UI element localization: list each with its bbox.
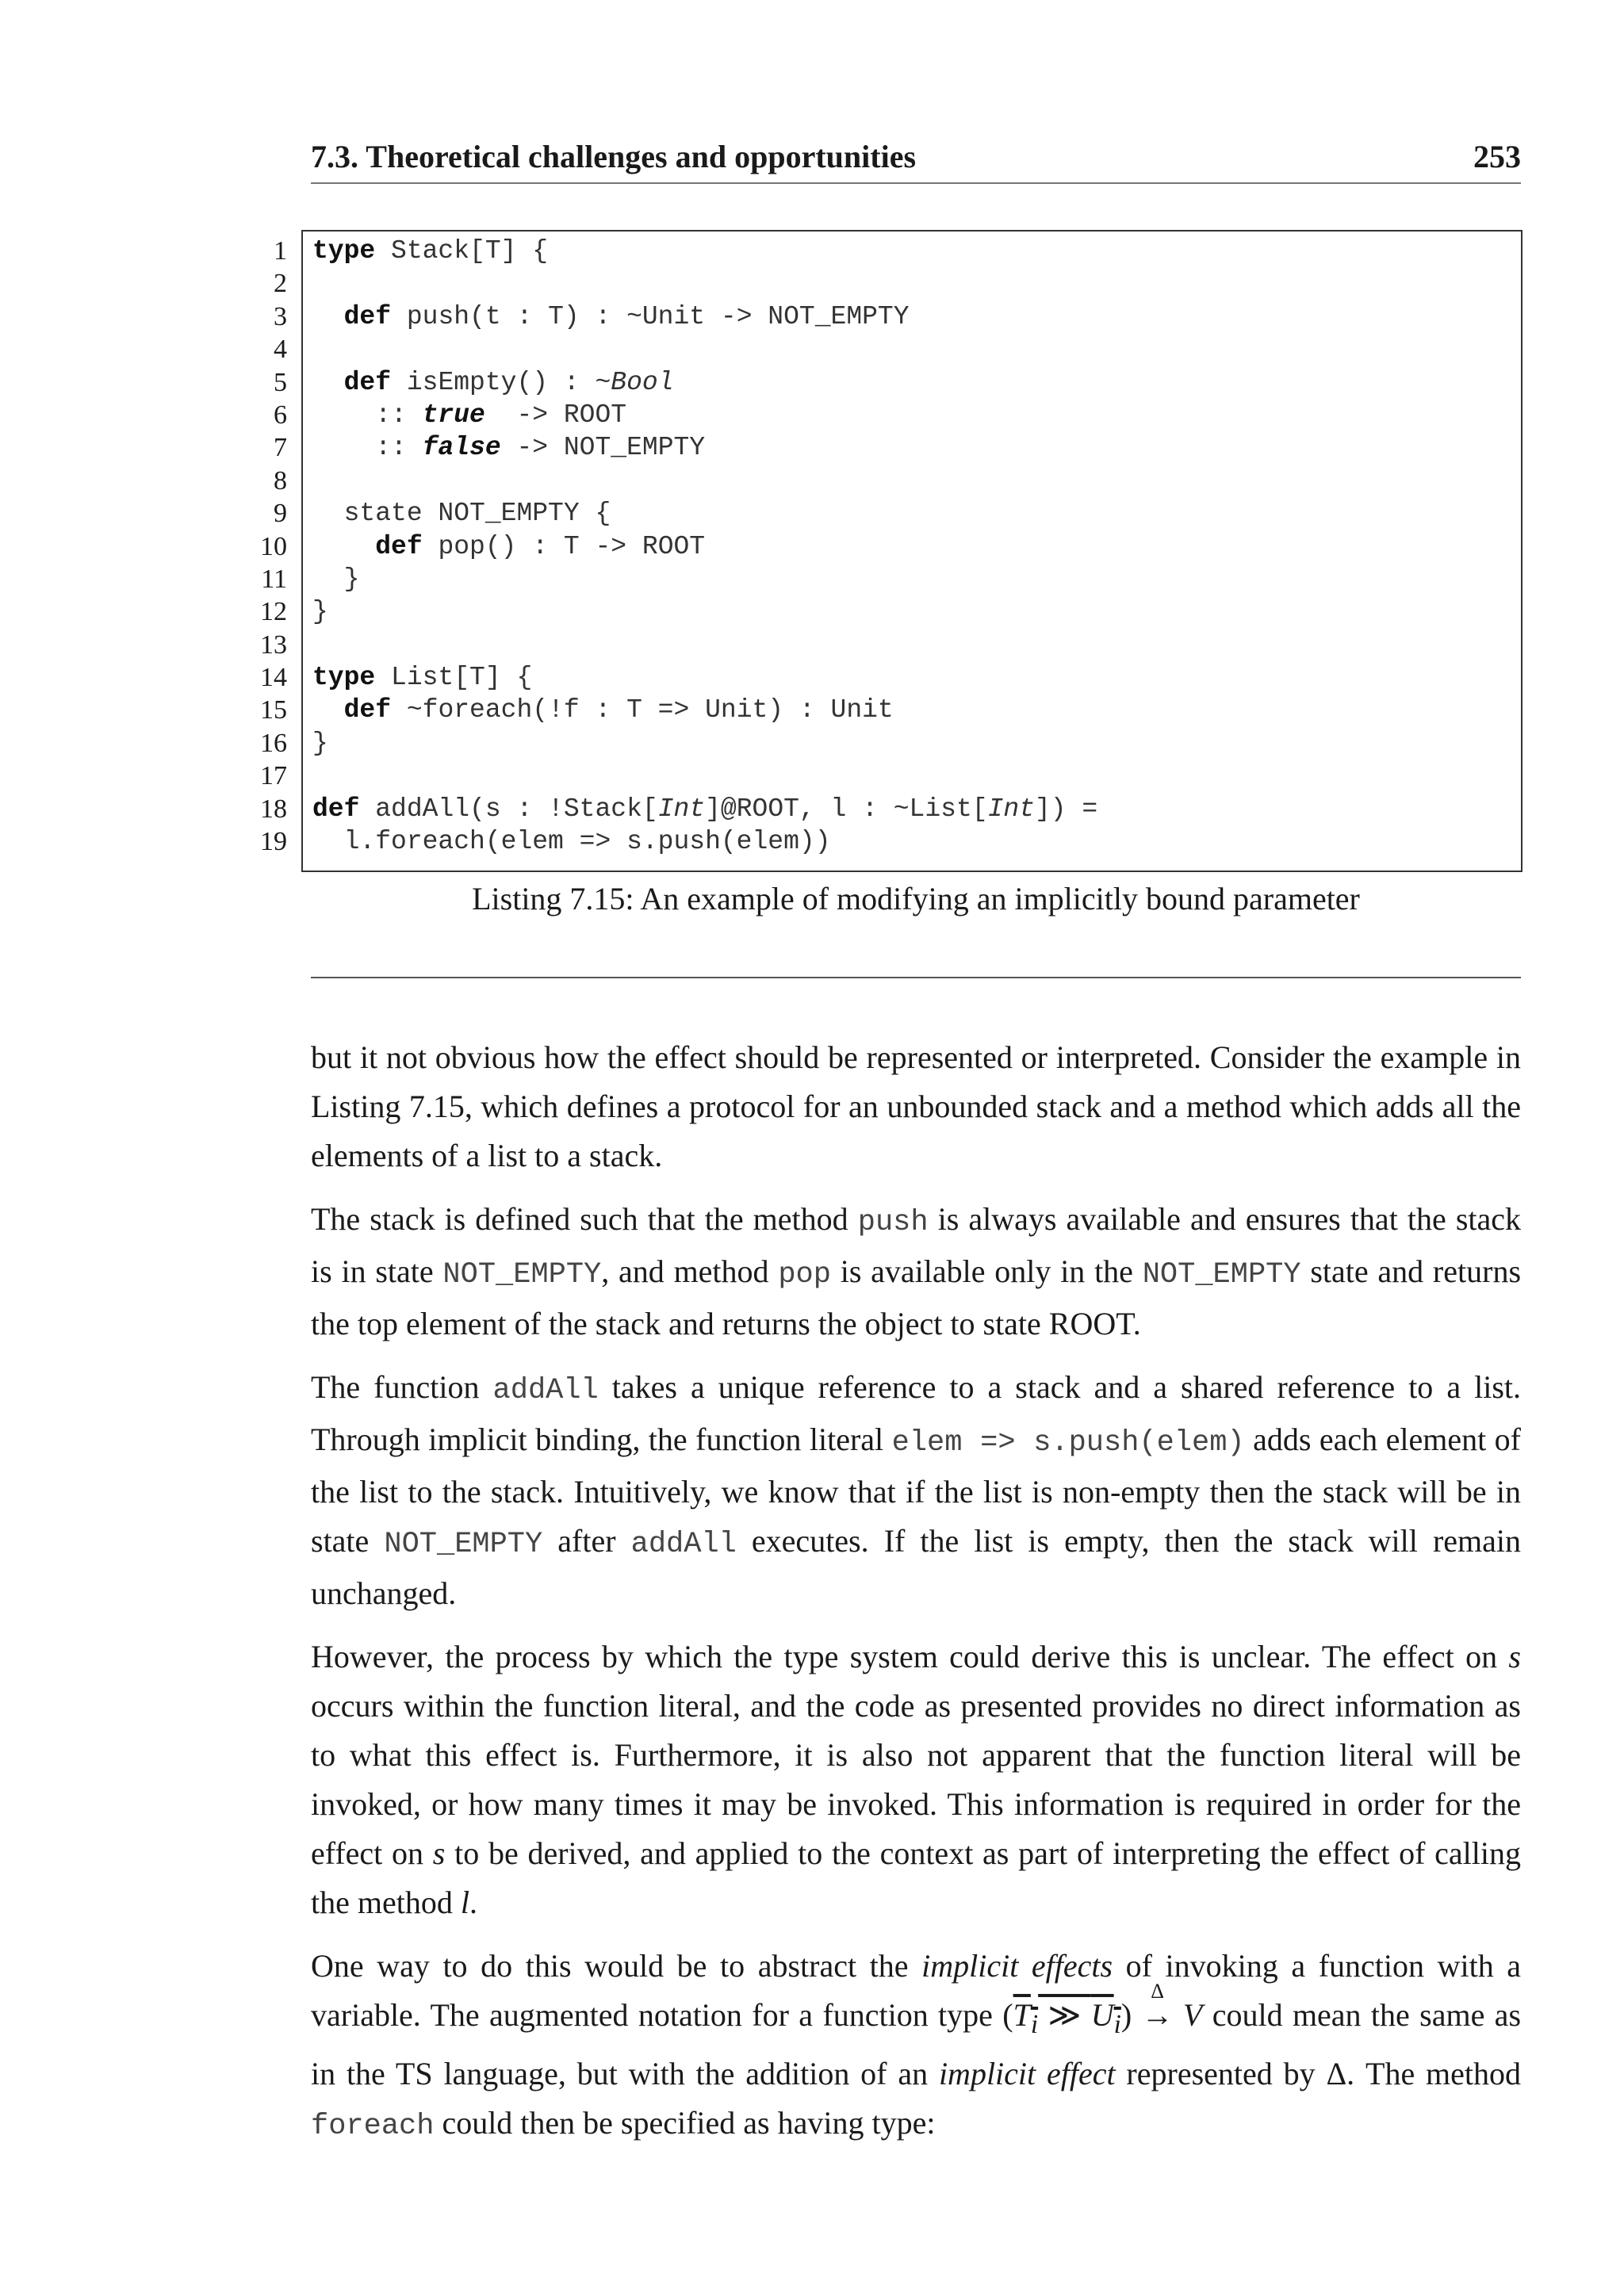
math-function-type bbox=[1002, 1980, 1203, 2039]
keyword: type bbox=[312, 236, 376, 266]
code-text: } bbox=[312, 564, 360, 594]
text: adds each element of the list to the stack. Intuitively, we know that if the list is non-empty then the stack will be in state bbox=[311, 1422, 1521, 1559]
math-subscript: i bbox=[1030, 2010, 1039, 2039]
code-text: state NOT_EMPTY { bbox=[312, 499, 611, 529]
body-text bbox=[311, 1033, 1521, 2165]
type-name: Int bbox=[657, 794, 706, 824]
keyword: type bbox=[312, 663, 376, 693]
text: could then be specified as having type: bbox=[434, 2105, 936, 2141]
math-overline bbox=[1013, 1997, 1121, 2039]
line-number: 9 bbox=[274, 499, 287, 529]
code-foreach: foreach bbox=[311, 2110, 435, 2143]
code-line-8 bbox=[312, 465, 1097, 497]
math-delta: Δ bbox=[1326, 2056, 1347, 2091]
math-var: l bbox=[460, 1885, 469, 1920]
text: One way to do this would be to abstract the bbox=[311, 1948, 922, 1984]
code-line-13 bbox=[312, 629, 1097, 661]
line-number: 13 bbox=[260, 629, 287, 660]
text: occurs within the function literal, and the code as presented provides no direct information as to what this effect is. Furthermore, it is also not apparent that the function literal will be invoked, or how many times it may be invoked. This information is required in order for the effect on bbox=[311, 1688, 1521, 1871]
literal: true bbox=[422, 400, 485, 430]
code-text: ]@ROOT, l : ~List[ bbox=[705, 794, 988, 824]
code-line-4 bbox=[312, 333, 1097, 365]
code-text: addAll(s : !Stack[ bbox=[359, 794, 658, 824]
line-number: 3 bbox=[274, 301, 287, 331]
code-line-10 bbox=[312, 530, 1097, 563]
code-line-16 bbox=[312, 727, 1097, 760]
code-line-14 bbox=[312, 661, 1097, 694]
text: after bbox=[542, 1523, 631, 1559]
code-line-15 bbox=[312, 694, 1097, 726]
code-addall: addAll bbox=[630, 1528, 737, 1561]
math-op: ≫ bbox=[1038, 1997, 1091, 2033]
text: takes a unique reference to a stack and a shared reference to a list. Through implicit binding, the function literal bbox=[311, 1369, 1521, 1457]
line-number: 4 bbox=[274, 335, 287, 365]
line-number: 15 bbox=[260, 695, 287, 725]
keyword: def bbox=[343, 695, 392, 725]
emphasis: implicit effect bbox=[938, 2056, 1116, 2091]
code-line-3 bbox=[312, 300, 1097, 333]
text: However, the process by which the type system could derive this is unclear. The effect on bbox=[311, 1639, 1509, 1674]
math-delta: Δ bbox=[1151, 1980, 1164, 2003]
text: is always available and ensures that the stack is in state bbox=[311, 1201, 1521, 1289]
page-number: 253 bbox=[1473, 139, 1521, 174]
line-numbers bbox=[238, 235, 287, 858]
code-listing bbox=[301, 230, 1522, 872]
indent bbox=[312, 695, 344, 725]
code-line-9 bbox=[312, 497, 1097, 530]
paragraph-5 bbox=[311, 1942, 1521, 2151]
code-line-17 bbox=[312, 760, 1097, 792]
code-addall: addAll bbox=[492, 1374, 599, 1407]
line-number: 5 bbox=[274, 367, 287, 397]
paragraph-1: but it not obvious how the effect should be represented or interpreted. Consider the example in Listing 7.15, which defines a protocol for an unbounded stack and a method which adds all the elements of a list to a stack. bbox=[311, 1039, 1521, 1173]
type-name: Bool bbox=[611, 367, 674, 397]
code-line-18 bbox=[312, 793, 1097, 825]
code-push: push bbox=[857, 1206, 929, 1239]
code-text: -> NOT_EMPTY bbox=[500, 433, 706, 463]
section-title: 7.3. Theoretical challenges and opportunities bbox=[311, 139, 917, 174]
code-line-1 bbox=[312, 235, 1097, 267]
keyword: def bbox=[343, 301, 392, 331]
line-number: 6 bbox=[274, 400, 287, 430]
text: executes. If the list is empty, then the stack will remain unchanged. bbox=[311, 1523, 1521, 1611]
text: , and method bbox=[601, 1253, 779, 1289]
code-text: push(t : T) : ~Unit -> NOT_EMPTY bbox=[391, 301, 910, 331]
text: The stack is defined such that the method bbox=[311, 1201, 858, 1237]
indent bbox=[312, 368, 344, 397]
listing-caption: Listing 7.15: An example of modifying an implicitly bound parameter bbox=[472, 881, 1360, 916]
code-line-11 bbox=[312, 563, 1097, 595]
code-not-empty: NOT_EMPTY bbox=[384, 1528, 543, 1561]
keyword: def bbox=[375, 531, 423, 561]
math-subscript: i bbox=[1113, 2010, 1121, 2039]
line-number: 18 bbox=[260, 794, 287, 824]
code-text: -> ROOT bbox=[485, 400, 627, 430]
text: state and returns the top element of the stack and returns the object to state ROOT. bbox=[311, 1253, 1522, 1341]
line-number: 2 bbox=[274, 269, 287, 299]
code-not-empty: NOT_EMPTY bbox=[1142, 1258, 1301, 1292]
math-var: U bbox=[1090, 1997, 1114, 2033]
keyword: def bbox=[312, 794, 360, 824]
paragraph-3 bbox=[311, 1363, 1521, 1618]
text: . bbox=[469, 1885, 477, 1920]
math-paren: ( bbox=[1002, 1997, 1013, 2033]
math-paren: ) bbox=[1120, 1997, 1132, 2033]
text: to be derived, and applied to the context as part of interpreting the effect of calling the method bbox=[311, 1835, 1521, 1920]
text: . The method bbox=[1346, 2056, 1522, 2091]
code-not-empty: NOT_EMPTY bbox=[442, 1258, 602, 1292]
line-number: 1 bbox=[274, 236, 287, 266]
line-number: 10 bbox=[260, 531, 287, 561]
code-line-19 bbox=[312, 825, 1097, 858]
text: of invoking a function with a variable. The augmented notation for a function type bbox=[311, 1948, 1522, 2033]
math-var: V bbox=[1173, 1997, 1203, 2033]
code-text: Stack[T] { bbox=[375, 236, 549, 266]
math-effect-arrow bbox=[1141, 1980, 1174, 2040]
code-pop: pop bbox=[778, 1258, 831, 1292]
code-text: isEmpty() : ~ bbox=[391, 367, 611, 397]
indent bbox=[312, 302, 344, 331]
math-var: T bbox=[1013, 1997, 1031, 2033]
code-line-12 bbox=[312, 595, 1097, 628]
code-text: } bbox=[312, 728, 328, 758]
line-number: 17 bbox=[260, 761, 287, 791]
math-arrow: → bbox=[1141, 1997, 1174, 2033]
type-name: Int bbox=[987, 794, 1035, 824]
line-number: 19 bbox=[260, 827, 287, 857]
line-number: 14 bbox=[260, 663, 287, 693]
literal: false bbox=[422, 433, 501, 463]
line-number: 16 bbox=[260, 728, 287, 758]
separator-rule bbox=[311, 977, 1521, 978]
math-var: s bbox=[1508, 1639, 1521, 1674]
text: The function bbox=[311, 1369, 493, 1405]
indent bbox=[312, 532, 375, 561]
code-text: pop() : T -> ROOT bbox=[422, 531, 706, 561]
text: is available only in the bbox=[830, 1253, 1143, 1289]
line-number: 8 bbox=[274, 465, 287, 496]
code-line-7 bbox=[312, 431, 1097, 464]
code-text: ~foreach(!f : T => Unit) : Unit bbox=[391, 695, 894, 725]
text: could mean the same as in the TS language, but with the addition of an bbox=[311, 1997, 1522, 2091]
code-text: l.foreach(elem => s.push(elem)) bbox=[312, 827, 831, 857]
code-text: } bbox=[312, 597, 328, 627]
code-text: ]) = bbox=[1035, 794, 1098, 824]
code-text: :: bbox=[312, 433, 423, 463]
code-line-6 bbox=[312, 399, 1097, 431]
paragraph-2 bbox=[311, 1195, 1521, 1349]
emphasis: implicit effects bbox=[921, 1948, 1113, 1984]
code-text: :: bbox=[312, 400, 423, 430]
line-number: 7 bbox=[274, 433, 287, 463]
text: represented by bbox=[1115, 2056, 1327, 2091]
code-text: List[T] { bbox=[375, 663, 533, 693]
running-header bbox=[311, 133, 1521, 184]
line-number: 11 bbox=[261, 564, 287, 594]
line-number: 12 bbox=[260, 597, 287, 627]
code-function-literal: elem => s.push(elem) bbox=[891, 1426, 1245, 1460]
code-line-5 bbox=[312, 366, 1097, 399]
code-line-2 bbox=[312, 267, 1097, 300]
paragraph-4 bbox=[311, 1632, 1521, 1927]
keyword: def bbox=[343, 367, 392, 397]
math-var: s bbox=[432, 1835, 446, 1871]
